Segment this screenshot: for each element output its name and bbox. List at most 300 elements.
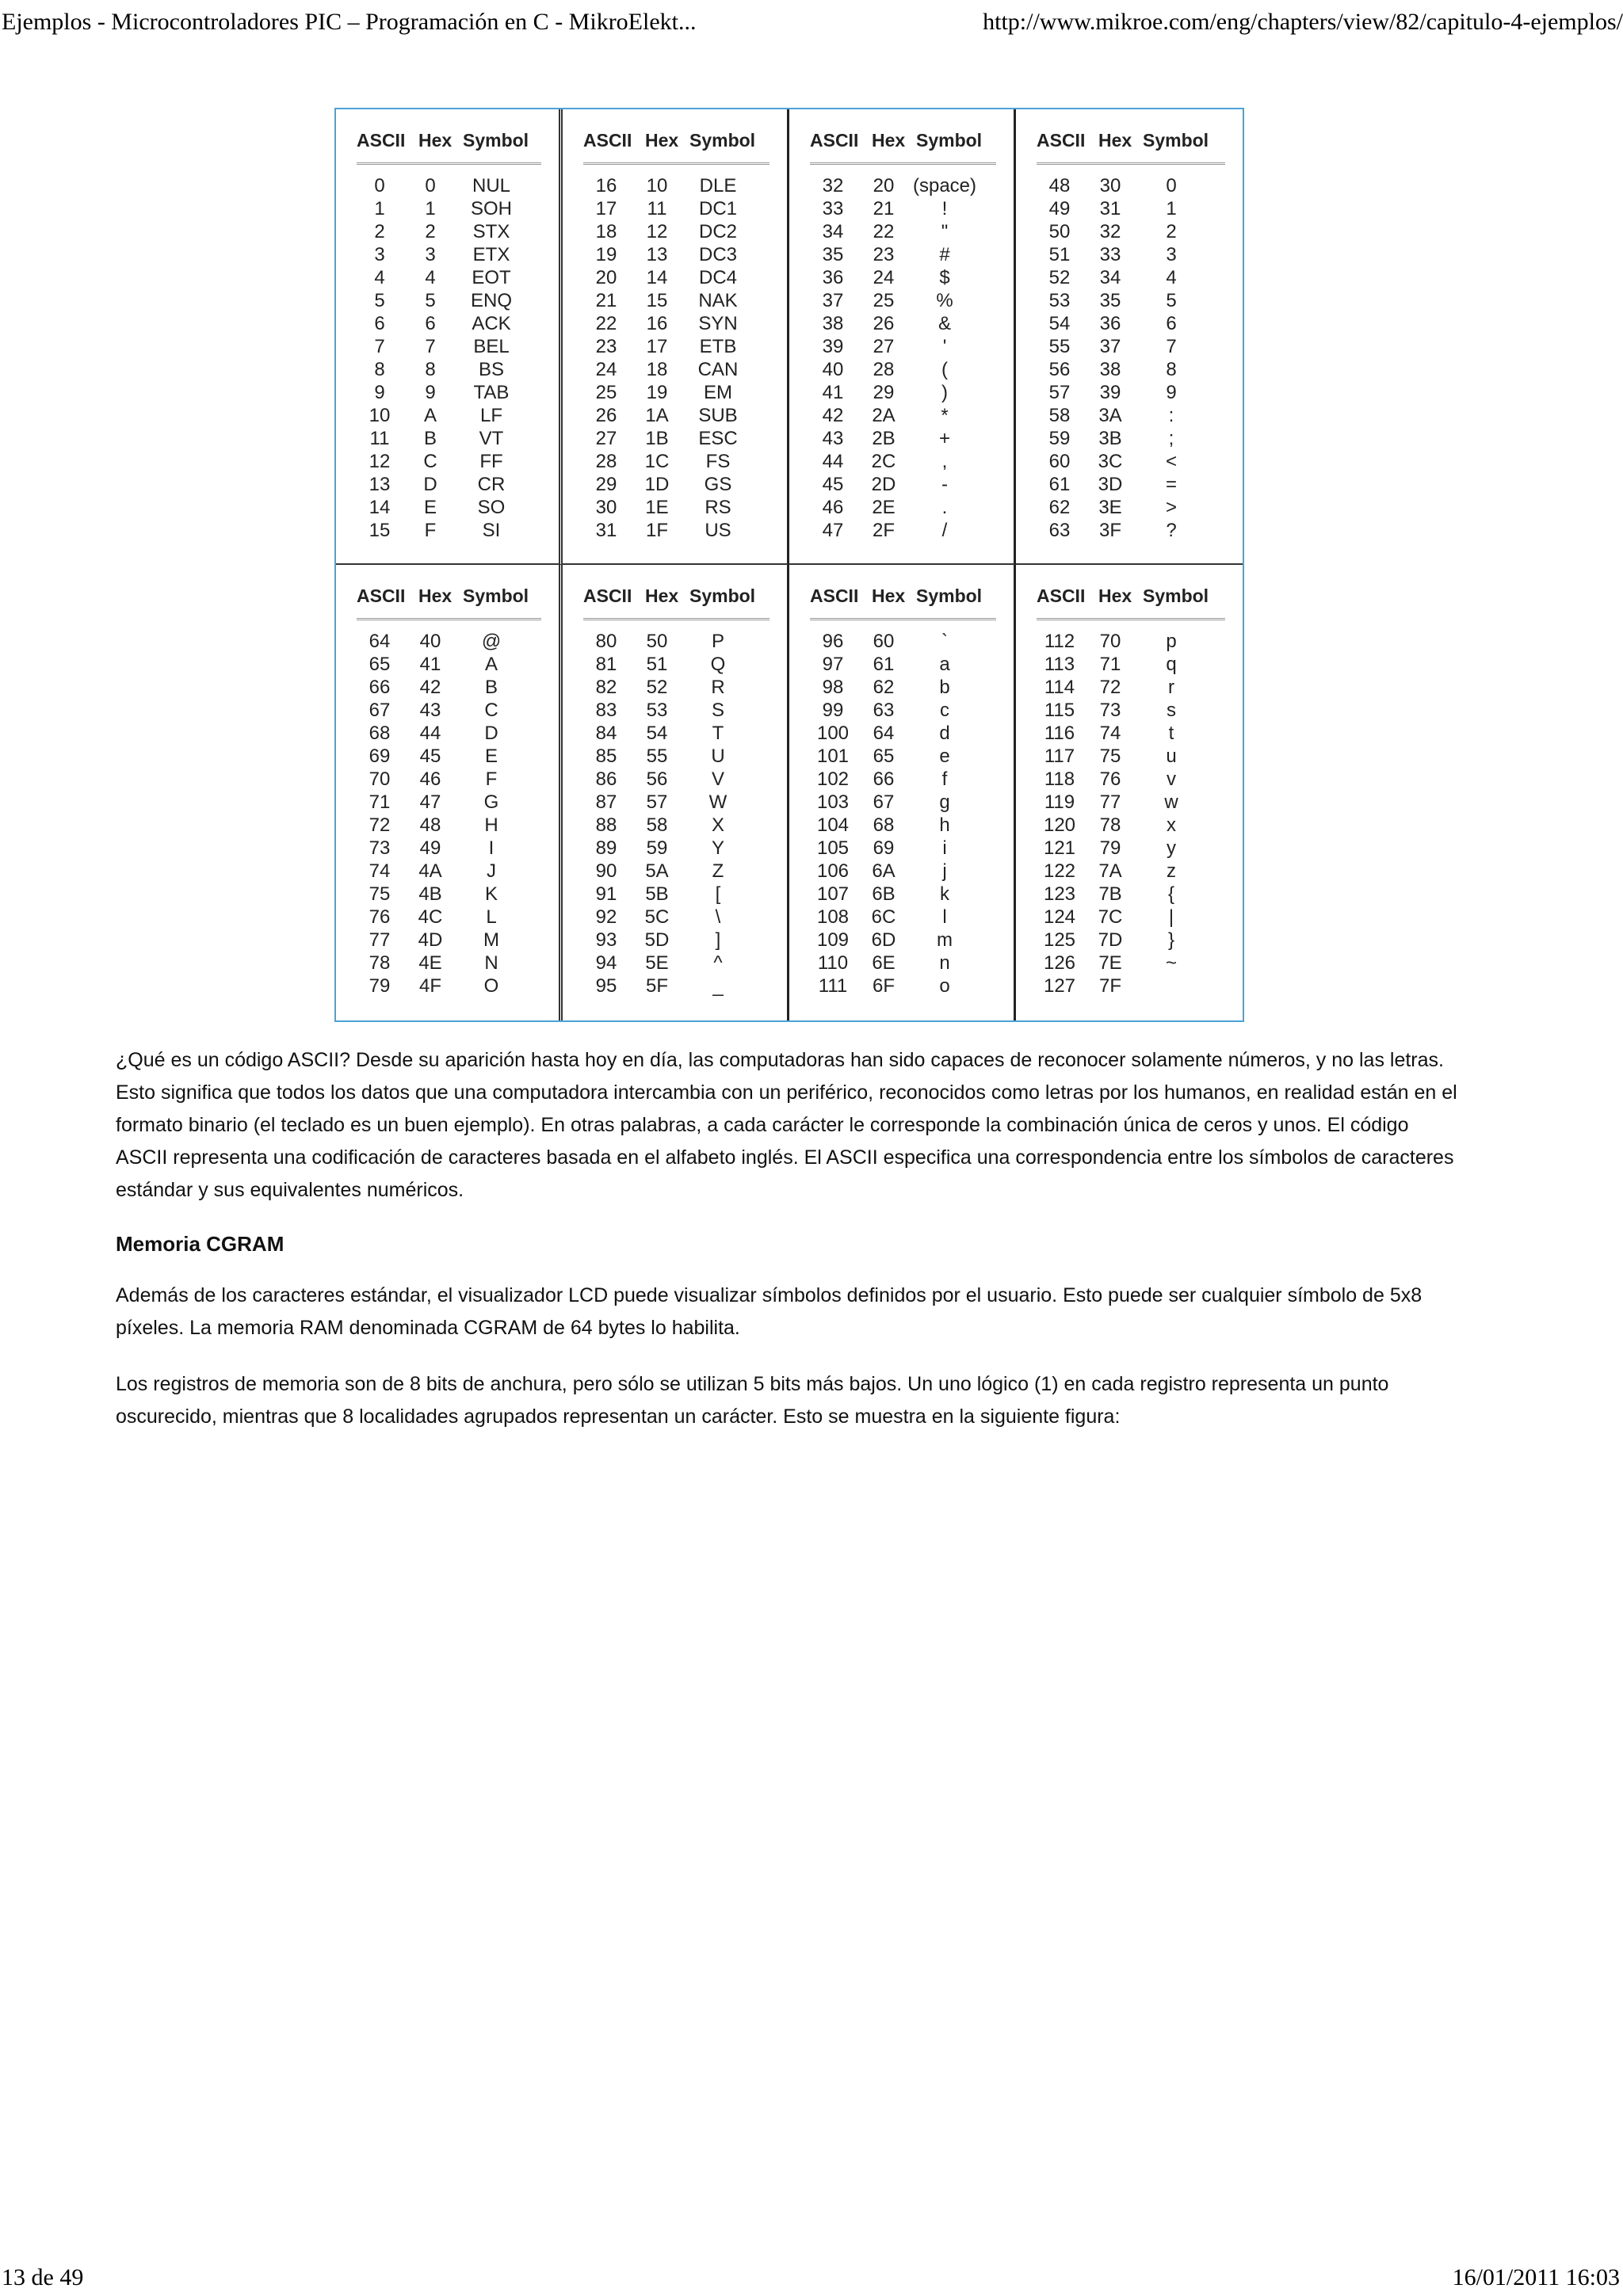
cell-decimal: 11 [369, 428, 390, 449]
ascii-row [1037, 289, 1225, 312]
ascii-row [583, 630, 769, 653]
cell-symbol: O [483, 975, 499, 997]
ascii-row [583, 906, 769, 929]
page-number: 13 de 49 [2, 2264, 84, 2290]
cell-symbol: P [711, 631, 724, 652]
ascii-row [583, 768, 769, 791]
cell-symbol: SYN [698, 313, 738, 334]
cell-hex: 77 [1099, 791, 1121, 813]
print-header [0, 6, 1623, 38]
ascii-row [357, 404, 541, 427]
cell-decimal: 16 [595, 175, 617, 196]
cell-symbol: _ [712, 975, 724, 997]
ascii-row [357, 174, 541, 197]
cell-decimal: 21 [595, 290, 617, 311]
ascii-row [357, 952, 541, 974]
cell-hex: 71 [1099, 654, 1121, 675]
cell-symbol: SOH [470, 198, 512, 219]
ascii-row [1037, 174, 1225, 197]
ascii-row [810, 358, 996, 381]
ascii-row [1037, 653, 1225, 676]
cell-symbol: 1 [1166, 198, 1177, 219]
cell-decimal: 12 [369, 451, 391, 472]
cell-symbol: r [1168, 677, 1174, 698]
cell-decimal: 88 [595, 814, 617, 836]
cell-hex: 22 [873, 221, 895, 242]
cell-hex: 79 [1099, 837, 1121, 859]
cell-symbol: " [941, 221, 949, 242]
cell-hex: 1F [645, 520, 668, 541]
header-ascii: ASCII [1037, 130, 1086, 151]
cell-hex: 5F [645, 975, 668, 997]
cell-hex: 51 [646, 654, 668, 675]
cell-hex: 6C [871, 906, 896, 928]
cell-symbol: VT [479, 428, 504, 449]
cell-hex: 3C [1098, 451, 1123, 472]
cell-hex: 14 [646, 267, 668, 288]
ascii-row [1037, 745, 1225, 768]
cell-symbol: m [937, 929, 953, 951]
cell-decimal: 101 [816, 746, 850, 767]
cell-hex: 49 [419, 837, 441, 859]
ascii-row [810, 312, 996, 335]
cell-symbol: 8 [1166, 359, 1177, 380]
cell-hex: 5D [644, 929, 670, 951]
header-ascii: ASCII [810, 585, 859, 606]
ascii-row [810, 404, 996, 427]
ascii-row [583, 381, 769, 404]
cell-hex: 1A [645, 405, 669, 426]
cell-hex: 57 [646, 791, 668, 813]
cell-symbol: [ [715, 883, 721, 905]
cell-symbol: # [939, 244, 950, 265]
ascii-row [810, 630, 996, 653]
cell-symbol: 7 [1166, 336, 1177, 357]
cell-symbol: A [484, 654, 498, 675]
cell-symbol: ? [1166, 520, 1177, 541]
ascii-block-header [1037, 130, 1225, 165]
cell-symbol: H [484, 814, 498, 836]
cell-decimal: 72 [369, 814, 391, 836]
cell-symbol: - [941, 474, 948, 495]
ascii-row [357, 860, 541, 883]
cell-decimal: 6 [374, 313, 385, 334]
ascii-row [810, 220, 996, 243]
ascii-row [810, 335, 996, 358]
cell-hex: 74 [1099, 723, 1121, 744]
cell-decimal: 93 [595, 929, 617, 951]
cell-symbol: X [711, 814, 724, 836]
cell-decimal: 10 [369, 405, 391, 426]
cell-hex: 56 [646, 769, 668, 790]
cell-hex: 45 [419, 746, 441, 767]
cell-symbol: > [1165, 497, 1177, 518]
cell-symbol: J [487, 860, 496, 882]
cell-hex: 1D [644, 474, 670, 495]
article-content [116, 1044, 1463, 1457]
cell-hex: 1 [425, 198, 436, 219]
header-ascii: ASCII [810, 130, 859, 151]
cell-hex: 2C [871, 451, 896, 472]
cell-hex: 25 [873, 290, 895, 311]
ascii-row [583, 699, 769, 722]
cell-decimal: 76 [369, 906, 391, 928]
cell-hex: 37 [1099, 336, 1121, 357]
cell-symbol: ESC [698, 428, 738, 449]
cell-hex: 12 [646, 221, 668, 242]
cell-decimal: 79 [369, 975, 391, 997]
ascii-row [1037, 722, 1225, 745]
cell-hex: 7A [1098, 860, 1122, 882]
cell-decimal: 56 [1048, 359, 1071, 380]
header-symbol: Symbol [1143, 130, 1209, 151]
cell-hex: 29 [873, 382, 895, 403]
cell-decimal: 62 [1048, 497, 1071, 518]
cell-decimal: 47 [822, 520, 844, 541]
ascii-row [1037, 676, 1225, 699]
cell-hex: C [423, 451, 437, 472]
ascii-row [810, 266, 996, 289]
ascii-row [357, 427, 541, 450]
cell-hex: 65 [873, 746, 895, 767]
cell-hex: 20 [873, 175, 895, 196]
cell-symbol: p [1166, 631, 1177, 652]
cell-hex: 44 [419, 723, 441, 744]
cell-symbol: h [939, 814, 950, 836]
cell-decimal: 78 [369, 952, 391, 974]
cell-symbol: ^ [713, 952, 723, 974]
cell-symbol: < [1165, 451, 1177, 472]
cell-symbol: d [939, 723, 950, 744]
cell-decimal: 5 [374, 290, 385, 311]
cell-symbol: x [1167, 814, 1176, 836]
cell-hex: 17 [646, 336, 668, 357]
ascii-row [1037, 768, 1225, 791]
cell-hex: 69 [873, 837, 895, 859]
header-symbol: Symbol [916, 130, 983, 151]
cell-decimal: 49 [1048, 198, 1071, 219]
cell-symbol: n [939, 952, 950, 974]
header-ascii: ASCII [357, 130, 406, 151]
ascii-row [1037, 906, 1225, 929]
ascii-row [1037, 312, 1225, 335]
cell-decimal: 60 [1048, 451, 1071, 472]
cell-symbol: W [708, 791, 727, 813]
cell-decimal: 0 [374, 175, 385, 196]
ascii-row [357, 630, 541, 653]
cell-decimal: 63 [1048, 520, 1071, 541]
cell-decimal: 73 [369, 837, 391, 859]
cell-symbol: ETX [472, 244, 510, 265]
cell-symbol: STX [472, 221, 510, 242]
cell-symbol: e [939, 746, 950, 767]
cell-decimal: 17 [595, 198, 617, 219]
ascii-row [810, 906, 996, 929]
cell-symbol: DC2 [698, 221, 737, 242]
cell-decimal: 67 [369, 700, 391, 721]
ascii-row [1037, 220, 1225, 243]
cell-symbol: U [711, 746, 725, 767]
cell-decimal: 71 [369, 791, 391, 813]
cell-hex: 66 [873, 769, 895, 790]
cell-symbol: $ [939, 267, 950, 288]
ascii-row [583, 450, 769, 473]
cell-symbol: ! [941, 198, 948, 219]
cell-hex: 5C [644, 906, 670, 928]
cell-symbol: f [941, 769, 948, 790]
cell-decimal: 13 [369, 474, 391, 495]
ascii-row [810, 653, 996, 676]
ascii-row [1037, 952, 1225, 974]
cell-decimal: 3 [374, 244, 385, 265]
header-symbol: Symbol [689, 130, 756, 151]
cell-hex: 78 [1099, 814, 1121, 836]
ascii-row [357, 906, 541, 929]
cell-symbol: ' [942, 336, 947, 357]
cell-symbol: DLE [699, 175, 737, 196]
cell-decimal: 24 [595, 359, 617, 380]
cell-hex: 21 [873, 198, 895, 219]
cell-symbol: / [941, 520, 948, 541]
cell-decimal: 106 [816, 860, 850, 882]
cell-decimal: 127 [1043, 975, 1076, 997]
ascii-row [583, 883, 769, 906]
ascii-row [810, 496, 996, 519]
cell-decimal: 44 [822, 451, 844, 472]
cell-hex: 19 [646, 382, 668, 403]
ascii-row [583, 266, 769, 289]
cell-decimal: 39 [822, 336, 844, 357]
cell-symbol: & [938, 313, 951, 334]
cell-symbol: FS [705, 451, 731, 472]
cell-hex: 42 [419, 677, 441, 698]
cell-decimal: 104 [816, 814, 850, 836]
cell-hex: 7F [1098, 975, 1121, 997]
cell-decimal: 7 [374, 336, 385, 357]
cell-decimal: 99 [822, 700, 844, 721]
ascii-row [357, 745, 541, 768]
cell-symbol: LF [479, 405, 502, 426]
header-hex: Hex [645, 585, 679, 606]
cell-symbol: ; [1168, 428, 1174, 449]
cell-symbol: E [484, 746, 498, 767]
cell-symbol: , [941, 451, 948, 472]
cell-symbol: TAB [473, 382, 510, 403]
ascii-row [583, 722, 769, 745]
ascii-block-header [1037, 585, 1225, 620]
ascii-row [810, 929, 996, 952]
cell-decimal: 125 [1043, 929, 1076, 951]
cell-symbol: . [941, 497, 948, 518]
print-datetime: 16/01/2011 16:03 [1452, 2264, 1620, 2290]
cell-symbol: t [1168, 723, 1174, 744]
cell-hex: 72 [1099, 677, 1121, 698]
cell-hex: 35 [1099, 290, 1121, 311]
page-title: Ejemplos - Microcontroladores PIC – Programación en C - MikroElekt... [2, 9, 697, 35]
cell-hex: 6A [872, 860, 896, 882]
ascii-row [810, 427, 996, 450]
cell-hex: 76 [1099, 769, 1121, 790]
ascii-row [583, 197, 769, 220]
cell-symbol: u [1166, 746, 1177, 767]
cell-hex: 6D [871, 929, 896, 951]
cell-hex: 63 [873, 700, 895, 721]
cell-hex: 5B [645, 883, 669, 905]
ascii-block-header [810, 130, 996, 165]
cell-hex: 48 [419, 814, 441, 836]
cell-hex: 3D [1098, 474, 1123, 495]
cell-hex: 11 [647, 198, 667, 219]
cell-symbol: D [484, 723, 498, 744]
ascii-row [1037, 630, 1225, 653]
cell-decimal: 34 [822, 221, 844, 242]
cell-symbol: | [1168, 906, 1174, 928]
ascii-row [810, 952, 996, 974]
ascii-row [1037, 335, 1225, 358]
ascii-row [810, 473, 996, 496]
cell-hex: 43 [419, 700, 441, 721]
cell-hex: 10 [646, 175, 668, 196]
cell-decimal: 82 [595, 677, 617, 698]
ascii-row [583, 358, 769, 381]
ascii-row [357, 266, 541, 289]
ascii-row [583, 837, 769, 860]
ascii-row [583, 860, 769, 883]
ascii-row [357, 220, 541, 243]
cell-symbol: R [711, 677, 725, 698]
cell-decimal: 81 [595, 654, 617, 675]
cell-symbol: 5 [1166, 290, 1177, 311]
cell-decimal: 27 [595, 428, 617, 449]
ascii-row [1037, 473, 1225, 496]
ascii-row [1037, 450, 1225, 473]
cell-decimal: 33 [822, 198, 844, 219]
ascii-row [583, 220, 769, 243]
cell-decimal: 36 [822, 267, 844, 288]
ascii-row [357, 358, 541, 381]
ascii-row [357, 335, 541, 358]
header-symbol: Symbol [916, 585, 983, 606]
cell-decimal: 85 [595, 746, 617, 767]
ascii-row [357, 791, 541, 814]
ascii-row [583, 676, 769, 699]
cell-symbol: g [939, 791, 950, 813]
cell-hex: 2B [872, 428, 896, 449]
ascii-row [583, 519, 769, 542]
cell-decimal: 115 [1044, 700, 1075, 721]
cell-symbol: 2 [1166, 221, 1177, 242]
cell-hex: 0 [425, 175, 436, 196]
ascii-row [357, 289, 541, 312]
cell-hex: 52 [646, 677, 668, 698]
cell-symbol: i [942, 837, 947, 859]
ascii-row [810, 860, 996, 883]
cell-hex: 2E [872, 497, 896, 518]
cell-symbol: a [939, 654, 950, 675]
cell-decimal: 119 [1044, 791, 1075, 813]
cell-decimal: 74 [369, 860, 391, 882]
cell-decimal: 77 [369, 929, 391, 951]
ascii-block [563, 109, 789, 565]
cell-decimal: 35 [822, 244, 844, 265]
cell-decimal: 51 [1048, 244, 1071, 265]
cell-decimal: 23 [595, 336, 617, 357]
ascii-row [357, 381, 541, 404]
ascii-row [810, 450, 996, 473]
cell-hex: 5A [645, 860, 669, 882]
ascii-row [1037, 814, 1225, 837]
ascii-row [810, 883, 996, 906]
cell-hex: 7B [1098, 883, 1122, 905]
header-hex: Hex [645, 130, 679, 151]
cell-hex: 61 [873, 654, 895, 675]
cell-decimal: 61 [1048, 474, 1071, 495]
header-ascii: ASCII [1037, 585, 1086, 606]
ascii-row [1037, 699, 1225, 722]
header-symbol: Symbol [689, 585, 756, 606]
ascii-row [357, 197, 541, 220]
cell-symbol: c [940, 700, 949, 721]
header-hex: Hex [1098, 585, 1132, 606]
ascii-row [357, 450, 541, 473]
cell-decimal: 19 [595, 244, 617, 265]
page-url: http://www.mikroe.com/eng/chapters/view/82/capitulo-4-ejemplos/ [983, 9, 1623, 35]
ascii-row [583, 974, 769, 997]
ascii-row [357, 883, 541, 906]
cell-symbol: 0 [1166, 175, 1177, 196]
cell-hex: 7 [425, 336, 436, 357]
cell-decimal: 22 [595, 313, 617, 334]
cell-symbol: o [939, 975, 950, 997]
cell-hex: 3F [1098, 520, 1121, 541]
cell-symbol: ( [941, 359, 948, 380]
cell-hex: 53 [646, 700, 668, 721]
cell-symbol: V [711, 769, 724, 790]
cell-symbol: k [940, 883, 949, 905]
ascii-row [583, 952, 769, 974]
cell-decimal: 110 [817, 952, 849, 974]
cell-symbol: ` [941, 631, 948, 652]
cell-hex: 41 [419, 654, 441, 675]
cell-decimal: 83 [595, 700, 617, 721]
ascii-row [1037, 883, 1225, 906]
ascii-row [583, 791, 769, 814]
cell-decimal: 52 [1048, 267, 1071, 288]
header-ascii: ASCII [357, 585, 406, 606]
cell-hex: 23 [873, 244, 895, 265]
cell-symbol: : [1168, 405, 1174, 426]
cell-symbol: DC4 [698, 267, 737, 288]
cell-symbol: ~ [1165, 952, 1177, 974]
cell-decimal: 92 [595, 906, 617, 928]
cell-decimal: 117 [1044, 746, 1075, 767]
cell-decimal: 69 [369, 746, 391, 767]
header-hex: Hex [418, 130, 453, 151]
cell-hex: 2 [425, 221, 436, 242]
cell-symbol: * [941, 405, 949, 426]
cell-decimal: 122 [1043, 860, 1076, 882]
ascii-row [357, 243, 541, 266]
ascii-block-header [583, 585, 769, 620]
cell-symbol: ETB [699, 336, 737, 357]
cell-hex: 18 [646, 359, 668, 380]
ascii-row [810, 519, 996, 542]
cell-symbol: CAN [697, 359, 739, 380]
ascii-block-header [583, 130, 769, 165]
cell-symbol: w [1164, 791, 1178, 813]
ascii-table-figure [334, 108, 1244, 1022]
ascii-row [357, 519, 541, 542]
